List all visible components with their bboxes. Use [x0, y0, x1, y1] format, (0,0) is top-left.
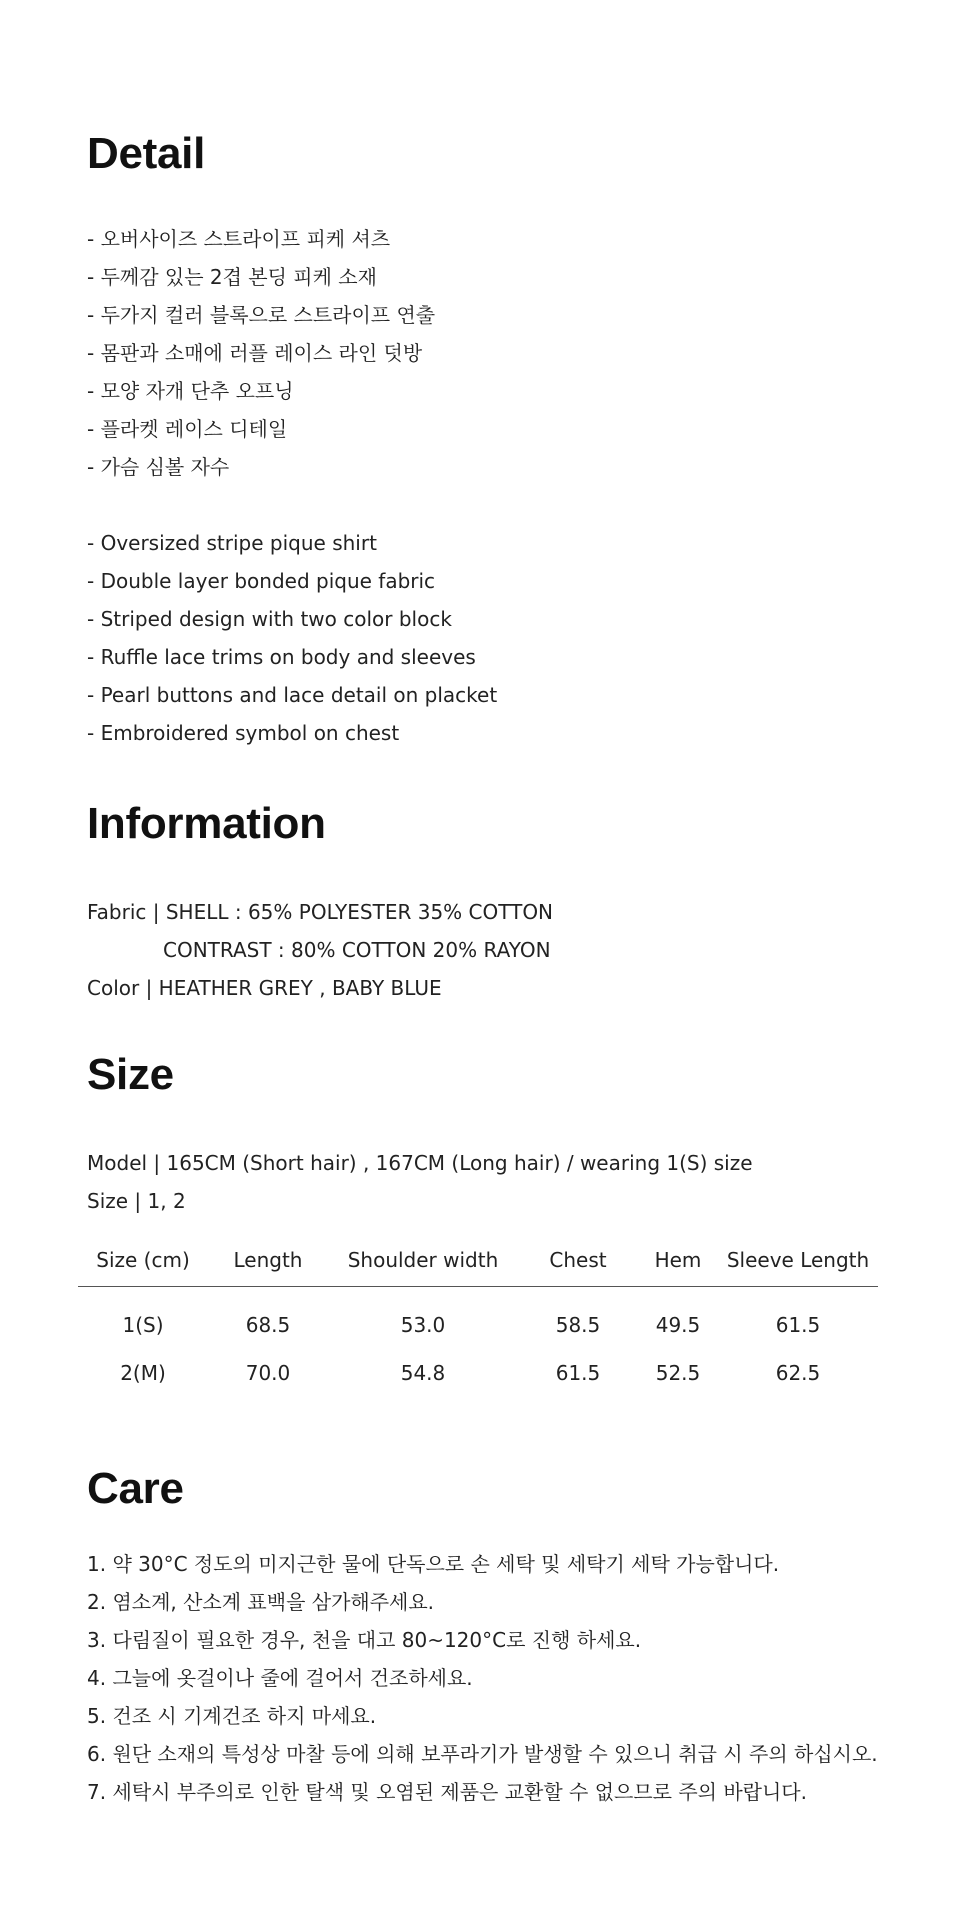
detail-english-item: - Double layer bonded pique fabric	[87, 569, 436, 593]
size-cell: 54.8	[400, 1361, 446, 1385]
detail-english-item: - Ruffle lace trims on body and sleeves	[87, 645, 476, 669]
size-table-header: Hem	[638, 1234, 718, 1287]
size-heading: Size	[87, 1050, 174, 1099]
detail-english-item: - Striped design with two color block	[87, 607, 452, 631]
detail-korean-item: - 오버사이즈 스트라이프 피케 셔츠	[87, 227, 391, 251]
detail-english-item: - Oversized stripe pique shirt	[87, 531, 377, 555]
detail-korean-item: - 모양 자개 단추 오프닝	[87, 379, 294, 403]
size-table	[78, 1234, 878, 1397]
care-item: 1. 약 30°C 정도의 미지근한 물에 단독으로 손 세탁 및 세탁기 세탁 가능합니다.	[87, 1552, 780, 1576]
detail-english-item: - Pearl buttons and lace detail on placket	[87, 683, 498, 707]
detail-korean-item: - 두가지 컬러 블록으로 스트라이프 연출	[87, 303, 436, 327]
size-cell: 2(M)	[120, 1361, 166, 1385]
model-line: Model | 165CM (Short hair) , 167CM (Long hair) / wearing 1(S) size	[87, 1151, 753, 1175]
size-cell: 49.5	[655, 1313, 701, 1337]
care-item: 4. 그늘에 옷걸이나 줄에 걸어서 건조하세요.	[87, 1666, 473, 1690]
detail-english-item: - Embroidered symbol on chest	[87, 721, 400, 745]
size-cell: 61.5	[775, 1313, 821, 1337]
detail-korean-item: - 가슴 심볼 자수	[87, 455, 230, 479]
size-cell: 52.5	[655, 1361, 701, 1385]
table-row	[78, 1349, 878, 1397]
detail-korean-item: - 두께감 있는 2겹 본딩 피케 소재	[87, 265, 377, 289]
size-table-header: Shoulder width	[328, 1234, 518, 1287]
size-cell: 62.5	[775, 1361, 821, 1385]
information-list	[87, 893, 553, 1007]
care-heading: Care	[87, 1464, 184, 1513]
fabric-line: Fabric | SHELL : 65% POLYESTER 35% COTTON	[87, 900, 554, 924]
detail-korean-item: - 몸판과 소매에 러플 레이스 라인 덧방	[87, 341, 423, 365]
size-cell: 68.5	[245, 1313, 291, 1337]
size-table-header: Chest	[518, 1234, 638, 1287]
care-item: 2. 염소계, 산소계 표백을 삼가해주세요.	[87, 1590, 435, 1614]
detail-list	[87, 220, 497, 752]
table-row	[78, 1287, 878, 1350]
care-item: 6. 원단 소재의 특성상 마찰 등에 의해 보푸라기가 발생할 수 있으니 취급 시 주의 하십시오.	[87, 1742, 878, 1766]
size-cell: 1(S)	[122, 1313, 164, 1337]
care-item: 7. 세탁시 부주의로 인한 탈색 및 오염된 제품은 교환할 수 없으므로 주의 바랍니다.	[87, 1780, 807, 1804]
size-table-header-row	[78, 1234, 878, 1287]
color-line: Color | HEATHER GREY , BABY BLUE	[87, 976, 442, 1000]
size-info-list	[87, 1144, 753, 1220]
fabric-contrast-line: CONTRAST : 80% COTTON 20% RAYON	[163, 938, 551, 962]
detail-korean-item: - 플라켓 레이스 디테일	[87, 417, 288, 441]
detail-heading: Detail	[87, 129, 206, 178]
detail-list-spacer	[87, 486, 497, 524]
size-table-header: Sleeve Length	[718, 1234, 878, 1287]
size-table-header: Size (cm)	[78, 1234, 208, 1287]
size-table-header: Length	[208, 1234, 328, 1287]
care-list	[87, 1545, 878, 1811]
information-heading: Information	[87, 799, 326, 848]
size-cell: 58.5	[555, 1313, 601, 1337]
care-item: 5. 건조 시 기계건조 하지 마세요.	[87, 1704, 377, 1728]
size-options-line: Size | 1, 2	[87, 1189, 186, 1213]
size-cell: 70.0	[245, 1361, 291, 1385]
size-cell: 61.5	[555, 1361, 601, 1385]
size-cell: 53.0	[400, 1313, 446, 1337]
care-item: 3. 다림질이 필요한 경우, 천을 대고 80~120°C로 진행 하세요.	[87, 1628, 642, 1652]
